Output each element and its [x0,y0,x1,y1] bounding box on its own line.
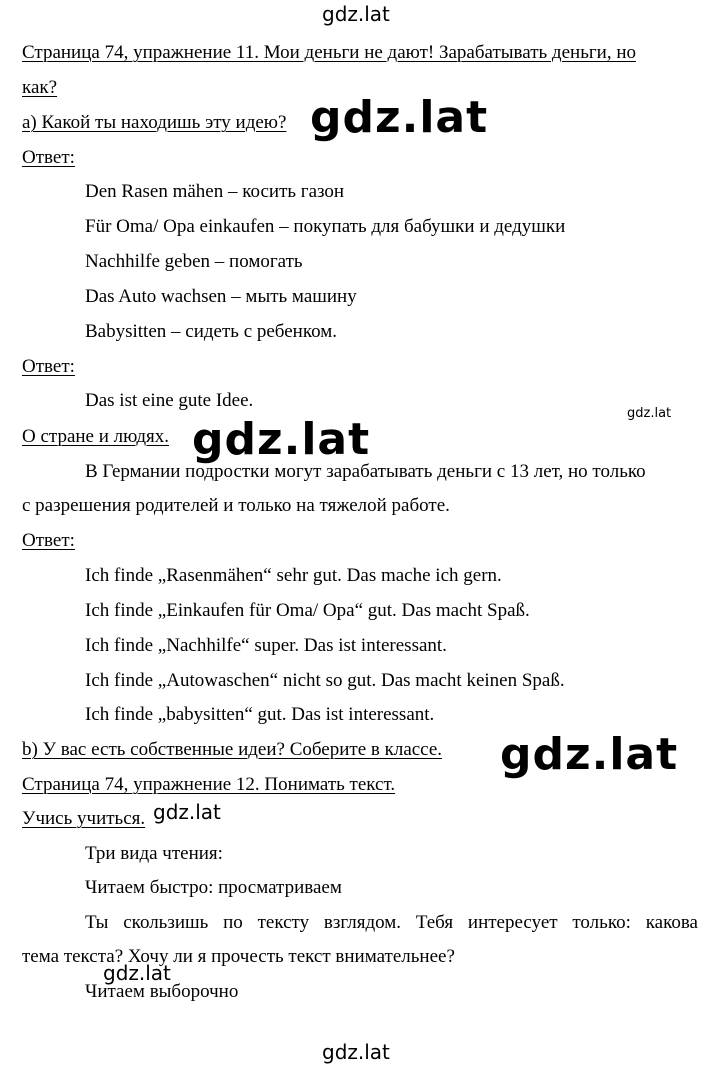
selective-reading: Читаем выборочно [85,981,239,1002]
fast-reading: Читаем быстро: просматриваем [85,877,342,898]
answer-item: Ich finde „Nachhilfe“ super. Das ist interessant. [85,635,447,656]
answer-item: Ich finde „Rasenmähen“ sehr gut. Das mache ich gern. [85,565,502,586]
answer-label-1: Ответ: [22,147,75,168]
watermark-tiny: gdz.lat [627,406,672,421]
answer-label-2: Ответ: [22,356,75,377]
watermark-top: gdz.lat [322,2,390,26]
vocab-item: Für Oma/ Opa einkaufen – покупать для бабушки и дедушки [85,216,566,237]
task-b: b) У вас есть собственные идеи? Соберите в классе. [22,739,443,760]
answer-item: Ich finde „Einkaufen für Oma/ Opa“ gut. Das macht Spaß. [85,600,530,621]
watermark-big-1: gdz.lat [310,92,489,143]
country-text-line-2: с разрешения родителей и только на тяжелой работе. [22,495,450,516]
answer-item: Ich finde „babysitten“ gut. Das ist interessant. [85,704,435,725]
watermark-bottom: gdz.lat [322,1040,390,1064]
vocab-item: Den Rasen mähen – косить газон [85,181,345,202]
answer-label-3: Ответ: [22,530,75,551]
country-text-line-1: В Германии подростки могут зарабатывать деньги с 13 лет, но только [85,461,646,482]
exercise-12-heading: Страница 74, упражнение 12. Понимать текст. [22,774,396,795]
reading-types: Три вида чтения: [85,843,223,864]
exercise-11-heading-line-1: Страница 74, упражнение 11. Мои деньги не дают! Зарабатывать деньги, но [22,42,636,63]
watermark-low: gdz.lat [103,961,171,985]
country-heading: О стране и людях. [22,426,170,447]
learn-heading: Учись учиться. [22,808,146,829]
fast-text-line-2: тема текста? Хочу ли я прочесть текст внимательнее? [22,946,455,967]
fast-text-line-1: Ты скользишь по тексту взглядом. Тебя интересует только: какова [85,912,698,933]
task-a: а) Какой ты находишь эту идею? [22,112,287,133]
watermark-mid: gdz.lat [153,800,221,824]
vocab-item: Das Auto wachsen – мыть машину [85,286,357,307]
exercise-11-heading-line-2: как? [22,77,58,98]
vocab-item: Babysitten – сидеть с ребенком. [85,321,338,342]
answer-item: Ich finde „Autowaschen“ nicht so gut. Das macht keinen Spaß. [85,670,565,691]
watermark-big-3: gdz.lat [500,729,679,780]
watermark-big-2: gdz.lat [192,414,371,465]
vocab-item: Nachhilfe geben – помогать [85,251,303,272]
answer-2-text: Das ist eine gute Idee. [85,390,254,411]
